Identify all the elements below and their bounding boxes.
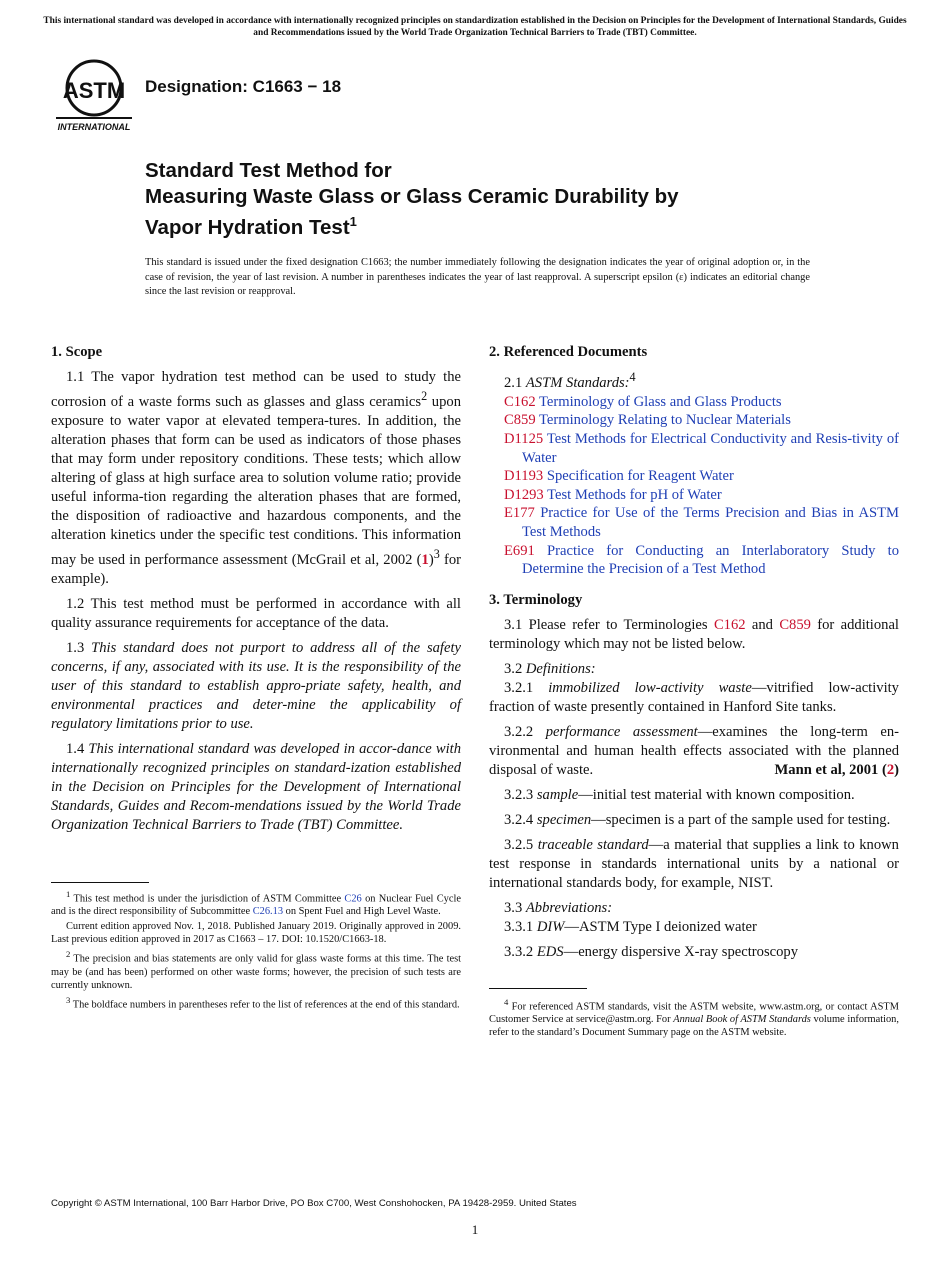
- page-number: 1: [471, 1222, 479, 1237]
- issued-note: This standard is issued under the fixed designation C1663; the number immediately following the designation indicates the year of original adoption or, in the case of revision, the year of last revision. A number in parentheses indicates the year of last reapproval. A superscript epsilon (ε) indicates an editorial change since the last revision or reapproval.: [145, 257, 810, 297]
- ref-link-2[interactable]: 2: [886, 761, 895, 778]
- reference-item[interactable]: D1193 Specification for Reagent Water: [504, 468, 734, 485]
- definition-3-2-3: 3.2.3 sample—initial test material with known composition.: [504, 786, 855, 803]
- astm-standards-label: 2.1 ASTM Standards:$^4$: [504, 370, 636, 391]
- title-line-3: Vapor Hydration Test$^1$: [145, 214, 357, 239]
- terminology-heading: 3. Terminology: [489, 591, 583, 608]
- logo-subtext: INTERNATIONAL: [57, 122, 131, 132]
- footnotes-left: [51, 888, 461, 1013]
- mann-citation: Mann et al, 2001 (2): [774, 761, 899, 778]
- footnote-rule-right: [489, 988, 587, 989]
- footnote-2: $^2$ The precision and bias statements are only valid for glass waste forms at this time. The test may be (and has been) performed on other waste forms; however, the precision of such tests are currently unknown.: [51, 949, 461, 991]
- c162-link[interactable]: C162: [713, 616, 746, 633]
- footnote-3: $^3$ The boldface numbers in parentheses refer to the list of references at the end of this standard.: [66, 994, 460, 1011]
- reference-item[interactable]: E691 Practice for Conducting an Interlaboratory Study to Determine the Precision of a Test Method: [504, 542, 899, 578]
- ref-link-1[interactable]: 1: [421, 551, 429, 568]
- definition-3-2-4: 3.2.4 specimen—specimen is a part of the sample used for testing.: [504, 811, 891, 828]
- para-3-3: 3.3 Abbreviations:: [504, 899, 613, 916]
- reference-list: [489, 393, 899, 579]
- footnote-edition: Current edition approved Nov. 1, 2018. Published January 2019. Originally approved in 2009. Last previous edition approved in 2017 as C1663 – 17. DOI: 10.1520/C1663-18.: [51, 921, 461, 946]
- abbrev-3-3-1: 3.3.1 DIW—ASTM Type I deionized water: [504, 918, 757, 935]
- left-column: [51, 343, 461, 841]
- footnote-4: $^4$ For referenced ASTM standards, visit the ASTM website, www.astm.org, or contact ASTM Customer Service at service@astm.org. For Annual Book of ASTM Standards volume information, refer to the standard’s Document Summary page on the ASTM website.: [489, 997, 899, 1039]
- reference-item[interactable]: D1293 Test Methods for pH of Water: [504, 486, 722, 503]
- para-1-1: 1.1 The vapor hydration test method can be used to study the corrosion of a waste forms such as glasses and glass ceramics$^2$ upon exposure to water vapor at elevated tempera-tures. In addition, the alteration phases that form can be used as indicators of those phases that may form under repository conditions. These tests; which allow altering of glass at high surface area to solution volume ratio; provide useful informa-tion regarding the alteration phases that are formed, the disposition of radioactive and hazardous components, and the alteration kinetics under the specific test conditions. This information may be used in performance assessment (McGrail et al, 2002 $(1)^3$ for example).: [51, 369, 461, 587]
- tbt-banner: This international standard was developed in accordance with internationally recognized principles on standardization established in the Decision on Principles for the Development of International Standards, Guides and Recommendations issued by the World Trade Organization Technical Barriers to Trade (TBT) Committee.: [43, 16, 907, 38]
- scope-heading: 1. Scope: [51, 344, 103, 360]
- astm-logo: [52, 58, 136, 134]
- c859-link[interactable]: C859: [779, 616, 811, 633]
- logo-text: ASTM: [62, 78, 126, 103]
- abbrev-3-3-2: 3.3.2 EDS—energy dispersive X-ray spectroscopy: [504, 943, 798, 960]
- definition-3-2-5: 3.2.5 traceable standard—a material that supplies a link to known test response in standards international units by a national or international standards body, for example, NIST.: [489, 836, 899, 891]
- reference-item[interactable]: D1125 Test Methods for Electrical Conductivity and Resis-tivity of Water: [504, 431, 899, 466]
- right-column: [489, 343, 899, 968]
- definition-3-2-1: 3.2.1 immobilized low-activity waste—vitrified low-activity fraction of waste presently contained in Hanford Site tanks.: [489, 679, 899, 715]
- document-title: [145, 158, 865, 240]
- footnote-rule-left: [51, 882, 149, 883]
- title-line-1: Standard Test Method for: [145, 159, 392, 182]
- reference-item[interactable]: C162 Terminology of Glass and Glass Products: [504, 393, 782, 410]
- reference-item[interactable]: E177 Practice for Use of the Terms Precision and Bias in ASTM Test Methods: [504, 505, 899, 541]
- footnote-1: $^1$ This test method is under the jurisdiction of ASTM Committee C26 on Nuclear Fuel Cycle and is the direct responsibility of Subcommittee C26.13 on Spent Fuel and High Level Waste.: [51, 889, 461, 918]
- para-1-4: 1.4 This international standard was developed in accor-dance with internationally recognized principles on standard-ization established in the Decision on Principles for the Development of International Standards, Guides and Recom-mendations issued by the World Trade Organization Technical Barriers to Trade (TBT) Committee.: [51, 740, 461, 833]
- para-1-3: 1.3 This standard does not purport to address all of the safety concerns, if any, associated with its use. It is the responsibility of the user of this standard to establish appro-priate safety, health, and environmental practices and deter-mine the applicability of regulatory limitations prior to use.: [51, 639, 461, 732]
- para-3-1: 3.1 Please refer to Terminologies C162 and C859 for additional terminology which may not be listed below.: [489, 616, 899, 652]
- committee-link[interactable]: C26: [344, 893, 362, 905]
- definition-3-2-2: 3.2.2 performance assessment—examines the long-term en-vironmental and human health effects associated with the planned disposal of waste. Mann et al, 2001 (2): [489, 723, 899, 778]
- title-line-2: Measuring Waste Glass or Glass Ceramic Durability by: [145, 184, 679, 208]
- para-1-2: 1.2 This test method must be performed in accordance with all quality assurance requirements for acceptance of the data.: [51, 595, 461, 631]
- para-3-2: 3.2 Definitions:: [504, 660, 596, 677]
- subcommittee-link[interactable]: C26.13: [252, 906, 284, 918]
- reference-item[interactable]: C859 Terminology Relating to Nuclear Materials: [504, 412, 791, 429]
- copyright-line: Copyright © ASTM International, 100 Barr Harbor Drive, PO Box C700, West Conshohocken, PA 19428-2959. United States: [51, 1198, 577, 1209]
- referenced-heading: 2. Referenced Documents: [489, 344, 648, 360]
- designation: Designation: C1663 − 18: [145, 77, 342, 96]
